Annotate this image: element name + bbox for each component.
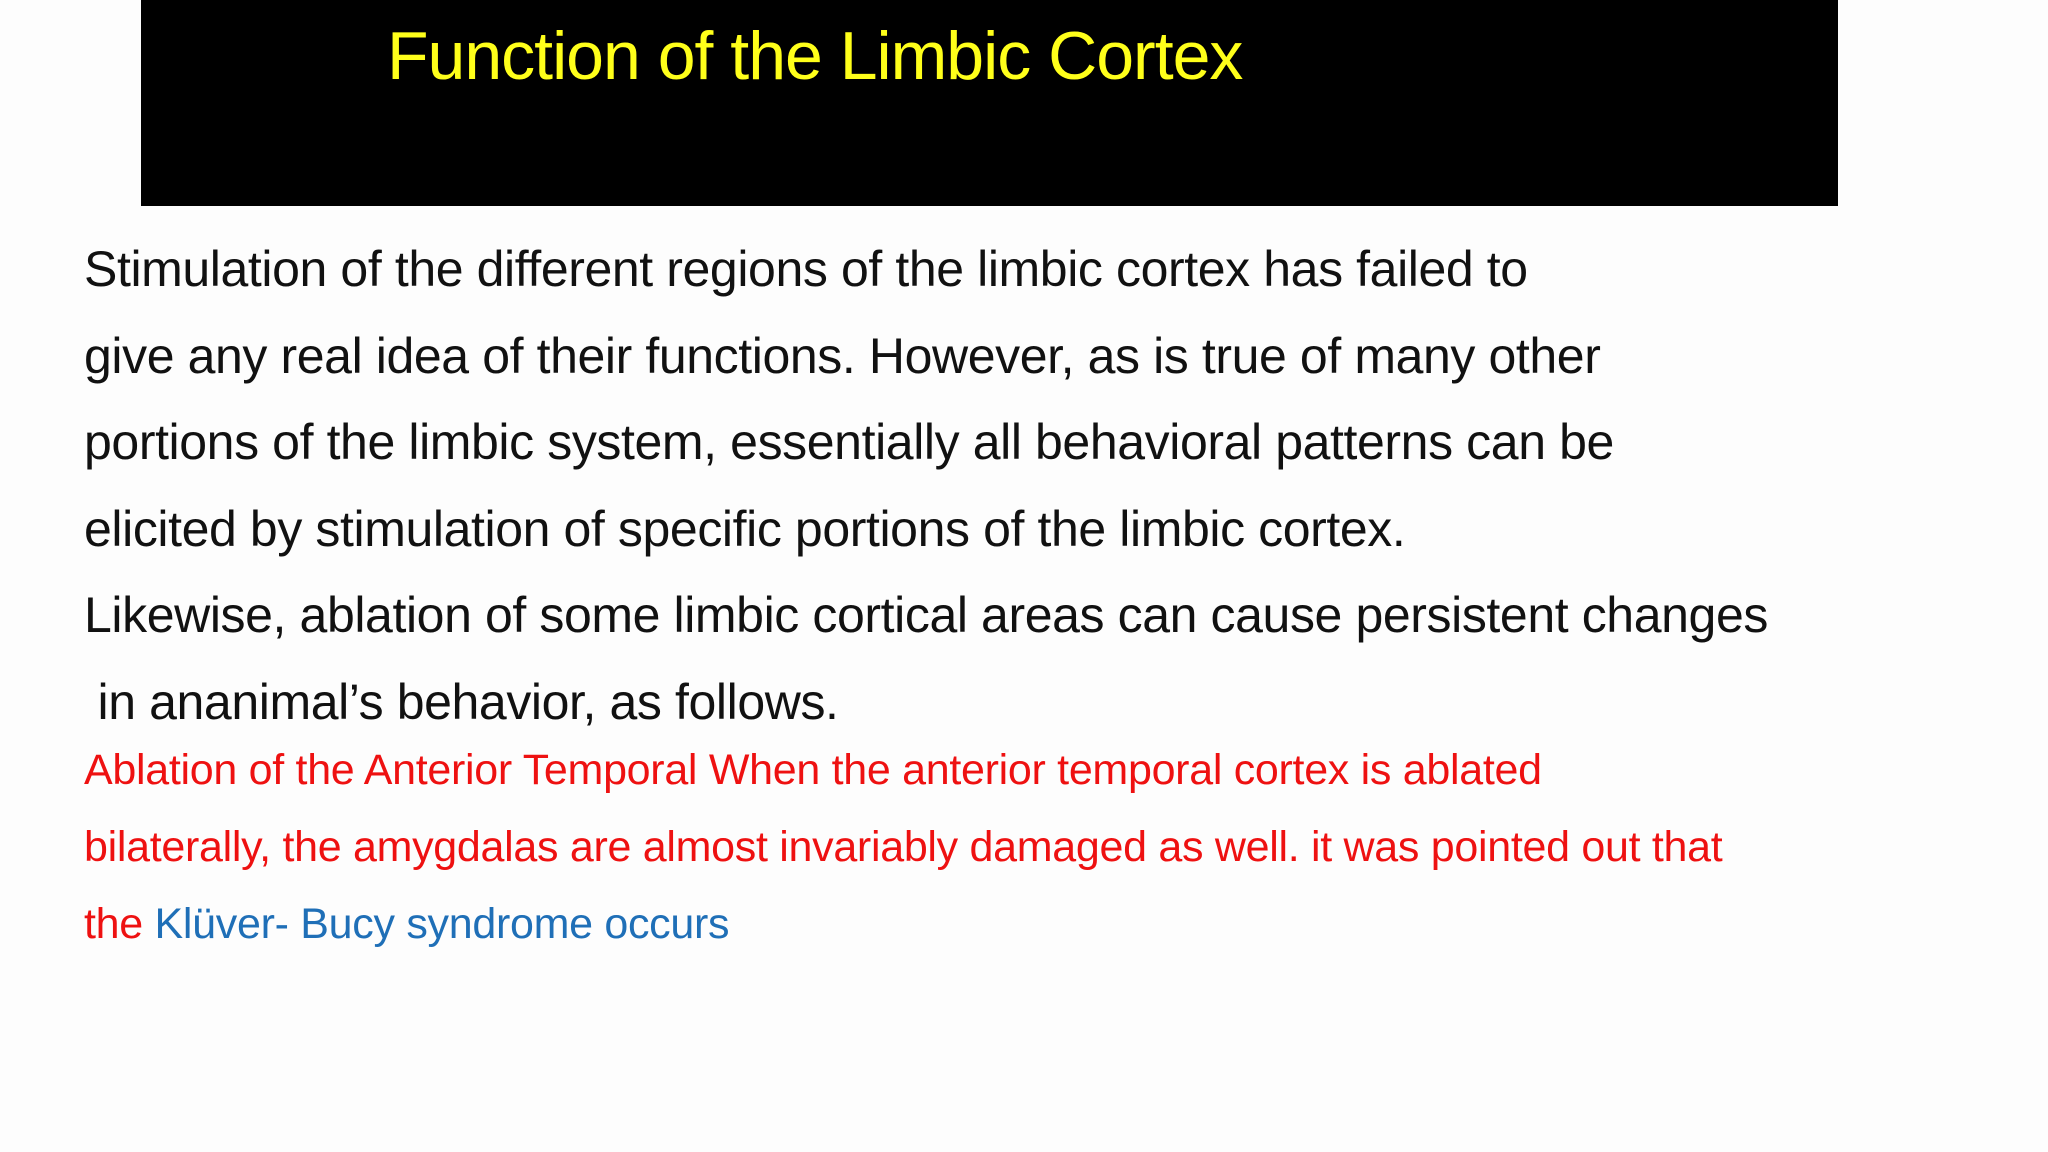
paragraph-line: in ananimal’s behavior, as follows. <box>84 673 839 730</box>
slide-title: Function of the Limbic Cortex <box>387 18 1243 94</box>
red-line: Ablation of the Anterior Temporal When the anterior temporal cortex is ablated <box>84 746 1542 794</box>
red-line-last <box>84 886 2004 963</box>
highlighted-paragraph <box>84 732 2004 963</box>
paragraph-line: Likewise, ablation of some limbic cortical areas can cause persistent changes <box>84 587 1768 643</box>
red-line-prefix: the <box>84 900 155 948</box>
paragraph-line: Stimulation of the different regions of the limbic cortex has failed to <box>84 241 1528 297</box>
paragraph-line: portions of the limbic system, essentially all behavioral patterns can be <box>84 414 1614 470</box>
paragraph-line: elicited by stimulation of specific portions of the limbic cortex. <box>84 500 1406 557</box>
body-paragraph <box>84 226 2004 745</box>
paragraph-line: give any real idea of their functions. However, as is true of many other <box>84 327 1601 384</box>
syndrome-term: Klüver- Bucy syndrome occurs <box>154 900 730 948</box>
red-line: bilaterally, the amygdalas are almost invariably damaged as well. it was pointed out that <box>84 823 1723 871</box>
